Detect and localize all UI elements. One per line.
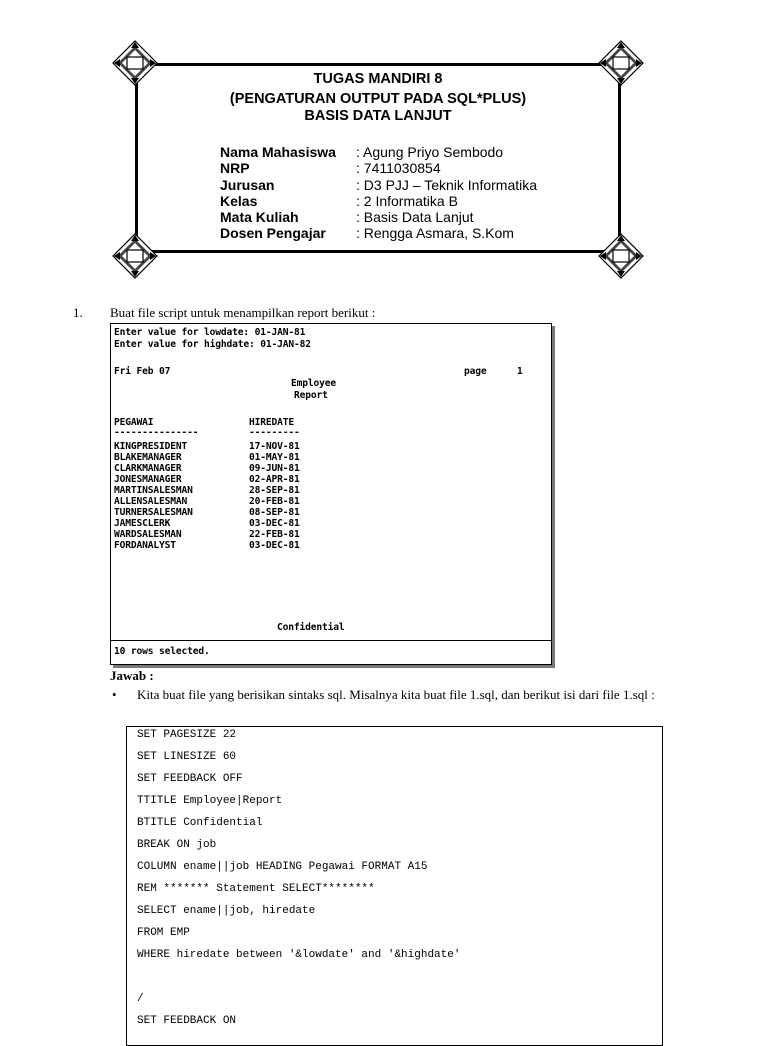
sqlplus-report-output — [110, 323, 552, 665]
corner-ornament-icon — [112, 40, 158, 86]
pegawai-cell: JONESMANAGER — [114, 474, 182, 485]
script-line: COLUMN ename||job HEADING Pegawai FORMAT A15 — [137, 861, 428, 873]
pegawai-cell: CLARKMANAGER — [114, 463, 182, 474]
info-row-nrp — [220, 160, 537, 176]
question-text: Buat file script untuk menampilkan report berikut : — [110, 305, 376, 320]
answer-heading: Jawab : — [110, 668, 154, 683]
hiredate-cell: 09-JUN-81 — [249, 463, 300, 474]
bullet-icon: • — [112, 687, 117, 702]
script-line: / — [137, 993, 144, 1005]
report-title-line2: Report — [294, 390, 328, 401]
pegawai-cell: WARDSALESMAN — [114, 529, 182, 540]
pegawai-cell: MARTINSALESMAN — [114, 485, 193, 496]
info-value: : Basis Data Lanjut — [356, 209, 474, 226]
pegawai-cell: FORDANALYST — [114, 540, 176, 551]
info-value: : Rengga Asmara, S.Kom — [356, 225, 514, 242]
hiredate-cell: 03-DEC-81 — [249, 518, 300, 529]
script-line: TTITLE Employee|Report — [137, 795, 283, 807]
info-label: NRP — [220, 160, 250, 177]
hiredate-cell: 20-FEB-81 — [249, 496, 300, 507]
assignment-subtitle: (PENGATURAN OUTPUT PADA SQL*PLUS) — [229, 91, 527, 107]
info-value: : 7411030854 — [356, 160, 441, 177]
hiredate-cell: 01-MAY-81 — [249, 452, 300, 463]
info-row-mata-kuliah — [220, 209, 537, 225]
info-label: Kelas — [220, 192, 258, 209]
column-header-pegawai: PEGAWAI — [114, 417, 154, 428]
info-row-kelas — [220, 193, 537, 209]
info-label: Dosen Pengajar — [220, 225, 326, 242]
info-label: Jurusan — [220, 176, 275, 193]
assignment-title: TUGAS MANDIRI 8 — [313, 71, 443, 87]
hiredate-cell: 22-FEB-81 — [249, 529, 300, 540]
corner-ornament-icon — [112, 233, 158, 279]
pegawai-cell: JAMESCLERK — [114, 518, 171, 529]
info-label: Mata Kuliah — [220, 209, 299, 226]
output-divider — [111, 640, 551, 641]
hiredate-cell: 28-SEP-81 — [249, 485, 300, 496]
pegawai-cell: ALLENSALESMAN — [114, 496, 188, 507]
question-number: 1. — [73, 305, 83, 320]
script-line: REM ******* Statement SELECT******** — [137, 883, 375, 895]
script-line: SELECT ename||job, hiredate — [137, 905, 316, 917]
student-info — [220, 144, 537, 242]
script-line: SET LINESIZE 60 — [137, 751, 237, 763]
report-title-line1: Employee — [291, 378, 337, 389]
sql-script-box — [126, 726, 663, 1046]
info-row-jurusan — [220, 177, 537, 193]
pegawai-cell: TURNERSALESMAN — [114, 507, 193, 518]
column-divider: --------------- — [114, 427, 199, 438]
report-footer: Confidential — [277, 622, 345, 633]
lowdate-prompt: Enter value for lowdate: 01-JAN-81 — [114, 327, 306, 338]
course-title: BASIS DATA LANJUT — [304, 108, 452, 124]
pegawai-cell: KINGPRESIDENT — [114, 441, 188, 452]
rows-selected-message: 10 rows selected. — [114, 646, 210, 657]
column-divider: --------- — [249, 427, 300, 438]
highdate-prompt: Enter value for highdate: 01-JAN-82 — [114, 339, 311, 350]
script-line: BTITLE Confidential — [137, 817, 263, 829]
script-line: WHERE hiredate between '&lowdate' and '&highdate' — [137, 949, 461, 961]
script-line: FROM EMP — [137, 927, 190, 939]
column-header-hiredate: HIREDATE — [249, 417, 295, 428]
hiredate-cell: 08-SEP-81 — [249, 507, 300, 518]
info-label: Nama Mahasiswa — [220, 144, 336, 160]
info-value: : 2 Informatika B — [356, 192, 458, 209]
hiredate-cell: 02-APR-81 — [249, 474, 300, 485]
script-line: BREAK ON job — [137, 839, 217, 851]
info-value: : D3 PJJ – Teknik Informatika — [356, 176, 538, 193]
pegawai-cell: BLAKEMANAGER — [114, 452, 182, 463]
info-row-dosen — [220, 225, 537, 241]
corner-ornament-icon — [598, 40, 644, 86]
script-line: SET FEEDBACK OFF — [137, 773, 243, 785]
script-line: SET FEEDBACK ON — [137, 1015, 237, 1027]
answer-text: Kita buat file yang berisikan sintaks sql. Misalnya kita buat file 1.sql, dan berikut isi dari file 1.sql : — [137, 687, 655, 702]
info-value: : Agung Priyo Sembodo — [356, 144, 504, 160]
hiredate-cell: 03-DEC-81 — [249, 540, 300, 551]
report-date: Fri Feb 07 — [114, 366, 171, 377]
page-label: page — [464, 366, 487, 377]
info-row-nama — [220, 144, 537, 160]
script-line: SET PAGESIZE 22 — [137, 729, 237, 741]
corner-ornament-icon — [598, 233, 644, 279]
page-number: 1 — [517, 366, 523, 377]
hiredate-cell: 17-NOV-81 — [249, 441, 300, 452]
title-box — [135, 63, 621, 253]
